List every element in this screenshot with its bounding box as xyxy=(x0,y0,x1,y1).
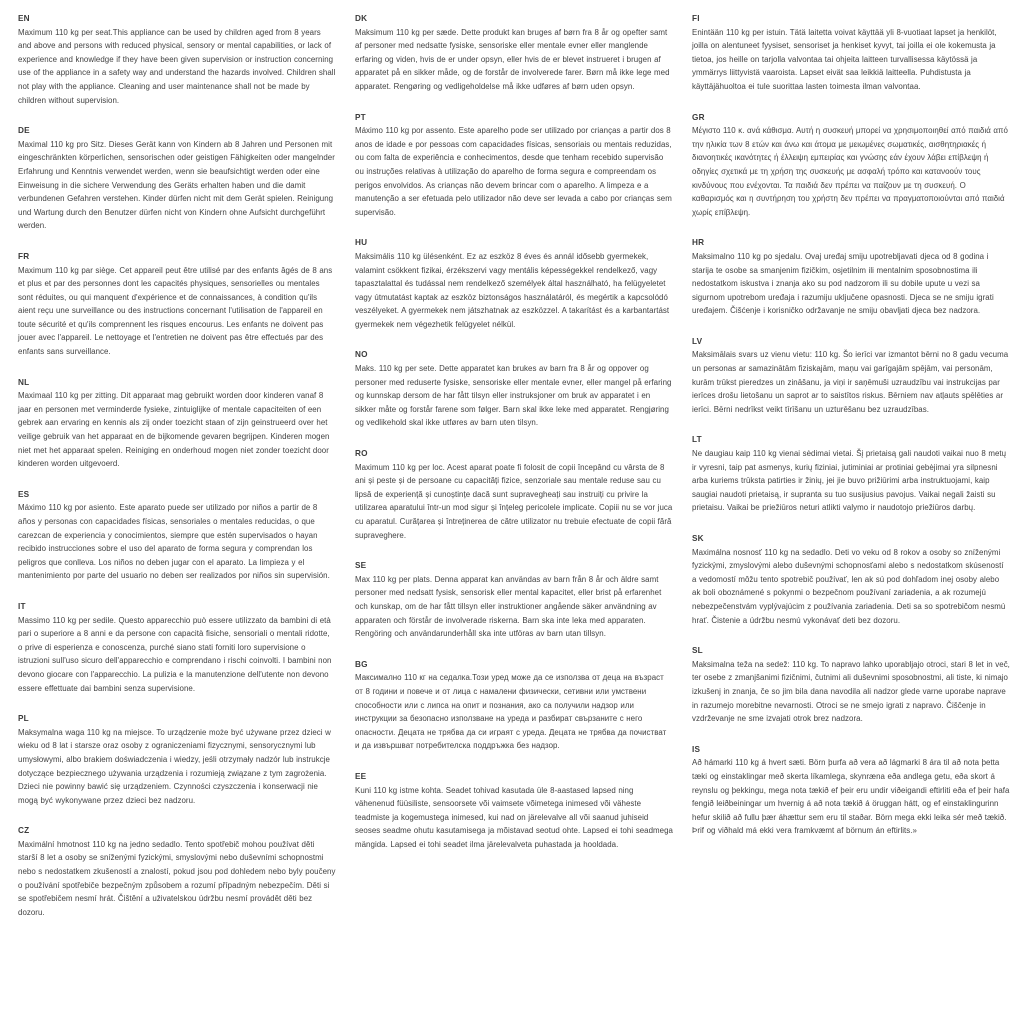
language-code-is: IS xyxy=(692,744,701,754)
language-text-is: Að hámarki 110 kg á hvert sæti. Börn þurfa að vera að lágmarki 8 ára til að nota þetta tæki og einstaklingar með skerta líkamlega, skynræna eða andlega getu, eða skort á reynslu og þekkingu, mega nota tækið ef þeir eru undir viðeigandi eftirliti eða ef þeir hafa fengið leiðbeiningar um hvernig á að nota tækið á öruggan hátt, og ef einstaklingurinn hefur skilið að fullu þær áhættur sem eru til staðar. Börn mega ekki leika sér með tækið. Þrif og viðhald má ekki vera framkvæmt af börnum án eftirlits.» xyxy=(692,758,1010,836)
language-text-en: Maximum 110 kg per seat.This appliance can be used by children aged from 8 years and above and persons with reduced physical, sensory or mental capabilities, or lack of experience and knowledge if they have been given supervision or instruction concerning use of the appliance in a safety way and understand the hazards involved. Children shall not play with the appliance. Cleaning and user maintenance shall not be made by children without supervision. xyxy=(18,27,336,105)
column-1 xyxy=(18,12,336,936)
language-code-cz: CZ xyxy=(18,826,30,836)
language-section-hr xyxy=(692,236,1010,318)
language-section-pl xyxy=(18,712,336,807)
language-section-cz xyxy=(18,824,336,919)
language-section-fi xyxy=(692,12,1010,94)
language-section-fr xyxy=(18,250,336,359)
language-text-bg: Максимално 110 кг на седалка.Този уред може да се използва от деца на възраст от 8 години и повече и от лица с намалени физически, сетивни или умствени способности или с липса на опит и познания, ако са получили надзор или инструкции за безопасно използване на уреда и разбират свързаните с него опасности. Децата не трябва да си играят с уреда. Децата не трябва да почистват и да извършват потребителска поддръжка без надзор. xyxy=(355,673,667,751)
language-text-lt: Ne daugiau kaip 110 kg vienai sėdimai vietai. Šį prietaisą gali naudoti vaikai nuo 8 metų ir vyresni, taip pat asmenys, kurių fiziniai, jutiminiai ar protiniai gebėjimai yra silpnesni arba kuriems trūksta patirties ir žinių, jei jie buvo prižiūrimi arba instruktuojami, kaip saugiai naudoti prietaisą, ir supranta su tuo susijusius pavojus. Vaikai negali žaisti su prietaisu. Vaikai be priežiūros neturi atlikti valymo ir naudotojo priežiūros darbų. xyxy=(692,449,1007,513)
language-code-hu: HU xyxy=(355,238,368,248)
language-code-sl: SL xyxy=(692,646,703,656)
language-code-en: EN xyxy=(18,14,30,23)
language-section-ee xyxy=(355,770,673,852)
language-text-gr: Μέγιστο 110 κ. ανά κάθισμα. Αυτή η συσκευή μπορεί να χρησιμοποιηθεί από παιδιά από την ηλικία των 8 ετών και άνω και άτομα με μειωμένες σωματικές, αισθητηριακές ή διανοητικές ικανότητες ή έλλειψη εμπειρίας και γνώσης εάν έχουν λάβει επίβλεψη ή οδηγίες σχετικά με τη χρήση της συσκευής με ασφαλή τρόπο και κατανοούν τους κινδύνους που ενέχονται. Τα παιδιά δεν πρέπει να παίζουν με τη συσκευή. Ο καθαρισμός και η συντήρηση του χρήστη δεν πρέπει να πραγματοποιούνται από παιδιά χωρίς επίβλεψη. xyxy=(692,126,1008,217)
language-section-hu xyxy=(355,236,673,331)
column-2 xyxy=(355,12,673,868)
language-text-cz: Maximální hmotnost 110 kg na jedno sedadlo. Tento spotřebič mohou používat děti starší 8 let a osoby se sníženými fyzickými, smyslovými nebo duševními schopnostmi nebo s nedostatkem zkušeností a znalostí, pokud jsou pod dohledem nebo byly poučeny o používání spotřebiče bezpečným způsobem a rozumí případným nebezpečím. Děti si se spotřebičem nesmí hrát. Čištění a uživatelskou údržbu nesmí provádět děti bez dozoru. xyxy=(18,839,336,917)
language-text-hu: Maksimális 110 kg ülésenként. Ez az eszköz 8 éves és annál idősebb gyermekek, valamint csökkent fizikai, érzékszervi vagy mentális képességekkel rendelkező, vagy tapasztalattal és tudással nem rendelkező személyek által használható, ha felügyeletet vagy útmutatást kaptak az eszköz biztonságos használatáról, és megértik a kapcsolódó veszélyeket. A gyermekek nem játszhatnak az eszközzel. A takarítást és a karbantartást gyermekek nem végezhetik felügyelet nélkül. xyxy=(355,251,670,329)
language-section-lv xyxy=(692,335,1010,417)
language-section-sk xyxy=(692,532,1010,627)
column-3 xyxy=(692,12,1010,855)
language-section-lt xyxy=(692,433,1010,515)
language-text-ee: Kuni 110 kg istme kohta. Seadet tohivad kasutada üle 8-aastased lapsed ning vähenenud füüsiliste, sensoorsete või vaimsete võimetega inimesed või väheste teadmiste ja kogemustega inimesed, kui nad on järelevalve all või saanud juhiseid seoses seadme ohutu kasutamisega ja mõistavad seotud ohte. Lapsed ei tohi seadmega mängida. Lapsed ei tohi seadet ilma järelevalveta puhastada ja hooldada. xyxy=(355,785,673,849)
language-code-pl: PL xyxy=(18,714,29,724)
language-code-ee: EE xyxy=(355,771,367,781)
language-section-de xyxy=(18,124,336,233)
language-text-fi: Enintään 110 kg per istuin. Tätä laitetta voivat käyttää yli 8-vuotiaat lapset ja henkilöt, joilla on alentuneet fyysiset, sensoriset ja henkiset kyvyt, tai joilla ei ole kokemusta ja tietoa, jos heille on tarjolla valvontaa tai ohjeita laitteen turvallisessa käytössä ja ymmärrys liittyvistä vaaroista. Lapset eivät saa leikkiä laitteella. Puhdistusta ja käyttäjähuoltoa ei tule suorittaa lasten toimesta ilman valvontaa. xyxy=(692,27,997,91)
language-text-ro: Maximum 110 kg per loc. Acest aparat poate fi folosit de copii începând cu vârsta de 8 ani și peste și de persoane cu capacități fizice, senzoriale sau mentale reduse sau cu lipsă de experiență și cunoștințe dacă sunt supravegheați sau instruiți cu privire la utilizarea aparatului într-un mod sigur și înțeleg pericolele implicate. Copiii nu se vor juca cu aparatul. Curățarea și întreținerea de către utilizator nu trebuie efectuate de copii fără supraveghere. xyxy=(355,462,673,540)
language-code-ro: RO xyxy=(355,449,368,459)
language-code-lt: LT xyxy=(692,435,702,445)
language-text-pt: Máximo 110 kg por assento. Este aparelho pode ser utilizado por crianças a partir dos 8 anos de idade e por pessoas com capacidades físicas, sensoriais ou mentais reduzidas, ou com falta de experiência e conhecimentos, desde que tenham recebido supervisão ou instruções relativas à utilização do aparelho de forma segura e compreendam os perigos envolvidos. As crianças não devem brincar com o aparelho. A limpeza e a manutenção a ser efetuada pelo utilizador não deve ser levada a cabo por crianças sem supervisão. xyxy=(355,126,672,217)
language-text-dk: Maksimum 110 kg per sæde. Dette produkt kan bruges af børn fra 8 år og opefter samt af personer med nedsatte fysiske, sensoriske eller mentale evner eller manglende erfaring og viden, hvis de er under opsyn, eller hvis de er blevet instrueret i brugen af apparatet på en sikker måde, og de forstår de involverede farer. Børn må ikke lege med apparatet. Rengøring og vedligeholdelse må ikke udføres af børn uden opsyn. xyxy=(355,27,670,91)
language-section-es xyxy=(18,488,336,583)
language-text-it: Massimo 110 kg per sedile. Questo apparecchio può essere utilizzato da bambini di età pari o superiore a 8 anni e da persone con capacità fisiche, sensoriali o mentali ridotte, o prive di esperienza e conoscenza, purché siano stati forniti loro supervisione o istruzioni sull'uso sicuro dell'apparecchio e comprendano i rischi coinvolti. I bambini non devono giocare con l'apparecchio. La pulizia e la manutenzione dell'utente non devono essere effettuate dai bambini senza supervisione. xyxy=(18,615,332,693)
language-code-fi: FI xyxy=(692,14,700,23)
language-code-bg: BG xyxy=(355,659,368,669)
language-code-nl: NL xyxy=(18,377,30,387)
language-code-gr: GR xyxy=(692,112,705,122)
language-text-sl: Maksimalna teža na sedež: 110 kg. To napravo lahko uporabljajo otroci, stari 8 let in več, ter osebe z zmanjšanimi fizičnimi, čutnimi ali duševnimi sposobnostmi, ali tiste, ki nimajo izkušenj in znanja, če so jim bila dana navodila ali nadzor glede varne uporabe naprave in razumejo morebitne nevarnosti. Otroci se ne smejo igrati z napravo. Čiščenje in vzdrževanje ne sme izvajati otrok brez nadzora. xyxy=(692,659,1010,724)
language-section-se xyxy=(355,559,673,641)
language-section-nl xyxy=(18,376,336,471)
language-code-sk: SK xyxy=(692,534,704,543)
language-section-gr xyxy=(692,111,1010,220)
language-text-fr: Maximum 110 kg par siège. Cet appareil peut être utilisé par des enfants âgés de 8 ans et plus et par des personnes dont les capacités physiques, sensorielles ou mentales sont réduites, ou qui manquent d'expérience et de connaissances, à condition qu'ils aient reçu une surveillance ou des instructions concernant l'utilisation de l'appareil en toute sécurité et qu'ils comprennent les risques encourus. Les enfants ne doivent pas jouer avec l'appareil. Le nettoyage et l'entretien ne doivent pas être effectués par des enfants sans surveillance. xyxy=(18,265,333,357)
language-section-no xyxy=(355,348,673,430)
language-code-fr: FR xyxy=(18,251,30,261)
language-text-pl: Maksymalna waga 110 kg na miejsce. To urządzenie może być używane przez dzieci w wieku od 8 lat i starsze oraz osoby z ograniczeniami fizycznymi, sensorycznymi lub umysłowymi, albo brakiem doświadczenia i wiedzy, jeśli otrzymały nadzór lub instrukcje dotyczące bezpiecznego używania urządzenia i rozumieją związane z tym zagrożenia. Dzieci nie powinny bawić się urządzeniem. Czynności czyszczenia i konserwacji nie mogą być wykonywane przez dzieci bez nadzoru. xyxy=(18,727,331,805)
language-text-lv: Maksimālais svars uz vienu vietu: 110 kg. Šo ierīci var izmantot bērni no 8 gadu vecuma un personas ar samazinātām fiziskajām, maņu vai garīgajām spējām, vai personām, kurām trūkst pieredzes un zināšanu, ja viņi ir saņēmuši uzraudzību vai instrukcijas par ierīces drošu lietošanu un saprot ar to saistītos riskus. Bērniem nav atļauts spēlēties ar ierīci. Bērni nedrīkst veikt tīrīšanu un uzturēšanu bez uzraudzības. xyxy=(692,350,1009,414)
language-section-en xyxy=(18,12,336,107)
language-text-es: Máximo 110 kg por asiento. Este aparato puede ser utilizado por niños a partir de 8 años y personas con capacidades físicas, sensoriales o mentales reducidas, o que carezcan de experiencia y conocimientos, siempre que estén supervisados o hayan recibido instrucciones sobre el uso del aparato de forma segura y comprendan los peligros que conlleva. Los niños no deben jugar con el aparato. La limpieza y el mantenimiento por parte del usuario no deben ser realizados por niños sin supervisión. xyxy=(18,503,330,581)
language-code-se: SE xyxy=(355,561,367,571)
language-text-no: Maks. 110 kg per sete. Dette apparatet kan brukes av barn fra 8 år og oppover og personer med reduserte fysiske, sensoriske eller mentale evner, eller mangel på erfaring og kunnskap dersom de har fått tilsyn eller instruksjoner om bruk av apparatet i en sikker måte og forstår farene som følger. Barn skal ikke leke med apparatet. Rengjøring og vedlikehold skal ikke utføres av barn uten tilsyn. xyxy=(355,364,672,428)
language-section-bg xyxy=(355,658,673,753)
language-code-dk: DK xyxy=(355,14,368,23)
language-text-sk: Maximálna nosnosť 110 kg na sedadlo. Deti vo veku od 8 rokov a osoby so zníženými fyzickými, zmyslovými alebo duševnými schopnosťami alebo s nedostatkom skúseností a vedomostí môžu tento spotrebič používať, len ak sú pod dohľadom inej osoby alebo ak boli oboznámené s pokynmi o bezpečnom používaní zariadenia, a ak rozumejú nebezpečenstvám vyplývajúcim z používania zariadenia. Deti sa so spotrebičom nesmú hrať. Čistenie a údržbu nesmú vykonávať deti bez dozoru. xyxy=(692,547,1006,625)
language-section-ro xyxy=(355,447,673,542)
language-section-it xyxy=(18,600,336,695)
language-code-de: DE xyxy=(18,126,30,136)
language-code-pt: PT xyxy=(355,112,366,122)
language-code-lv: LV xyxy=(692,336,703,346)
three-column-layout xyxy=(18,12,1010,936)
language-section-sl xyxy=(692,644,1010,726)
language-section-pt xyxy=(355,111,673,220)
language-text-nl: Maximaal 110 kg per zitting. Dit apparaat mag gebruikt worden door kinderen vanaf 8 jaar en personen met verminderde fysieke, zintuiglijke of mentale capaciteiten of een gebrek aan ervaring en kennis als zij onder toezicht staan of zijn geinstrueerd over het veilige gebruik van het apparaat en de bijkomende gevaren begrijpen. Kinderen mogen niet met het apparaat spelen. Reiniging en onderhoud mogen niet zonder toezicht door kinderen worden uitgevoerd. xyxy=(18,391,330,469)
language-code-es: ES xyxy=(18,489,30,499)
language-code-hr: HR xyxy=(692,238,705,248)
language-code-it: IT xyxy=(18,601,26,611)
language-section-dk xyxy=(355,12,673,94)
language-code-no: NO xyxy=(355,350,368,360)
language-text-se: Max 110 kg per plats. Denna apparat kan användas av barn från 8 år och äldre samt personer med nedsatt fysisk, sensorisk eller mental kapacitet, eller brist på erfarenhet och kunskap, om de har fått tillsyn eller instruktioner angående säker användning av apparaten och förstår de involverade riskerna. Barn ska inte leka med apparaten. Rengöring och användarunderhåll ska inte utföras av barn utan tillsyn. xyxy=(355,574,662,639)
language-text-de: Maximal 110 kg pro Sitz. Dieses Gerät kann von Kindern ab 8 Jahren und Personen mit eingeschränkten körperlichen, sensorischen oder geistigen Fähigkeiten oder mangelnder Erfahrung und Kenntnis verwendet werden, wenn sie beaufsichtigt werden oder eine Einweisung in die sichere Verwendung des Geräts erhalten haben und die damit verbundenen Gefahren verstehen. Kinder dürfen nicht mit dem Gerät spielen. Reinigung und Wartung durch den Benutzer dürfen nicht von Kindern ohne Aufsicht durchgeführt werden. xyxy=(18,139,335,231)
language-section-is xyxy=(692,743,1010,838)
language-text-hr: Maksimalno 110 kg po sjedalu. Ovaj uređaj smiju upotrebljavati djeca od 8 godina i starija te osobe sa smanjenim fizičkim, osjetilnim ili mentalnim sposobnostima ili nedostatkom iskustva i znanja ako su pod nadzorom ili su dobile upute u vezi sa sigurnom upotrebom uređaja i razumiju uključene opasnosti. Djeca se ne smiju igrati uređajem. Čišćenje i korisničko održavanje ne smiju obavljati djeca bez nadzora. xyxy=(692,251,994,316)
